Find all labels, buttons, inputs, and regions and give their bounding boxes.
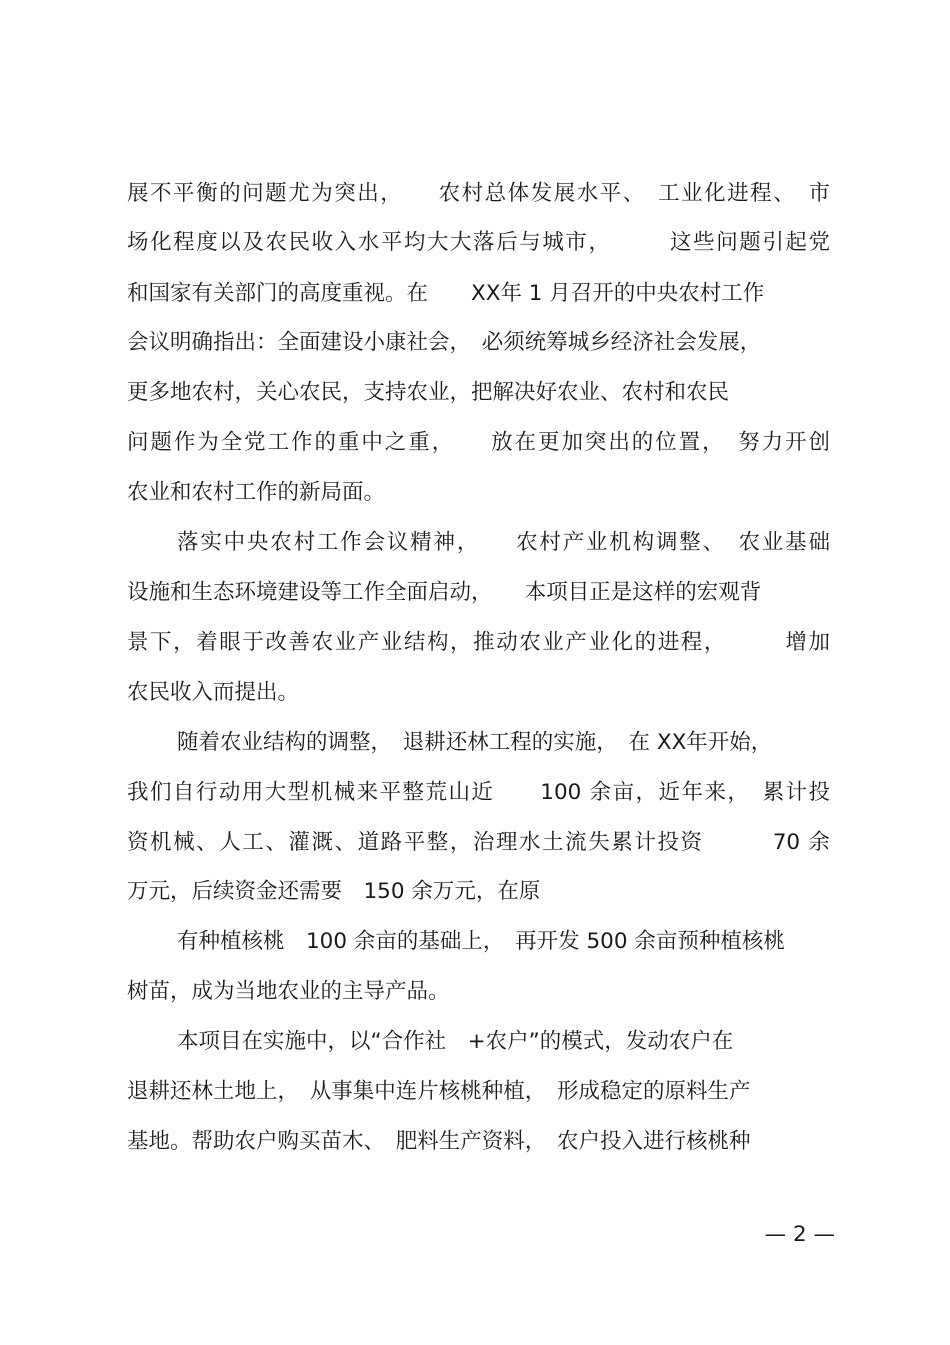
text-line: 农民收入而提出。 <box>127 680 300 705</box>
text-line: 有种植核桃 100 余亩的基础上， 再开发 500 余亩预种植核桃 <box>177 929 785 954</box>
text-line: 随着农业结构的调整， 退耕还林工程的实施， 在 XX年开始， <box>177 730 773 755</box>
text-line: 会议明确指出：全面建设小康社会， 必须统筹城乡经济社会发展， <box>127 330 762 355</box>
text-line: 万元，后续资金还需要 150 余万元，在原 <box>127 879 541 904</box>
text-line: 退耕还林土地上， 从事集中连片核桃种植， 形成稳定的原料生产 <box>127 1079 751 1104</box>
text-line: 我们自行动用大型机械来平整荒山近 100 余亩，近年来， 累计投 <box>127 780 830 805</box>
text-line: 农业和农村工作的新局面。 <box>127 480 386 505</box>
text-line: 问题作为全党工作的重中之重， 放在更加突出的位置， 努力开创 <box>127 430 830 455</box>
text-line: 落实中央农村工作会议精神， 农村产业机构调整、 农业基础 <box>177 530 830 555</box>
text-line: 基地。帮助农户购买苗木、 肥料生产资料， 农户投入进行核桃种 <box>127 1129 751 1154</box>
text-line: 展不平衡的问题尤为突出， 农村总体发展水平、 工业化进程、 市 <box>127 181 830 206</box>
text-line: 本项目在实施中，以“合作社 +农户”的模式，发动农户在 <box>177 1029 734 1054</box>
text-line: 设施和生态环境建设等工作全面启动， 本项目正是这样的宏观背 <box>127 580 762 605</box>
text-line: 场化程度以及农民收入水平均大大落后与城市， 这些问题引起党 <box>127 230 830 255</box>
page-number: — 2 — <box>764 1222 835 1247</box>
text-line: 资机械、人工、灌溉、道路平整，治理水土流失累计投资 70 余 <box>127 830 830 855</box>
text-line: 树苗，成为当地农业的主导产品。 <box>127 979 450 1004</box>
text-line: 更多地农村，关心农民，支持农业，把解决好农业、农村和农民 <box>127 380 730 405</box>
text-line: 和国家有关部门的高度重视。在 XX年 1 月召开的中央农村工作 <box>127 281 765 306</box>
text-line: 景下，着眼于改善农业产业结构，推动农业产业化的进程， 增加 <box>127 630 830 655</box>
